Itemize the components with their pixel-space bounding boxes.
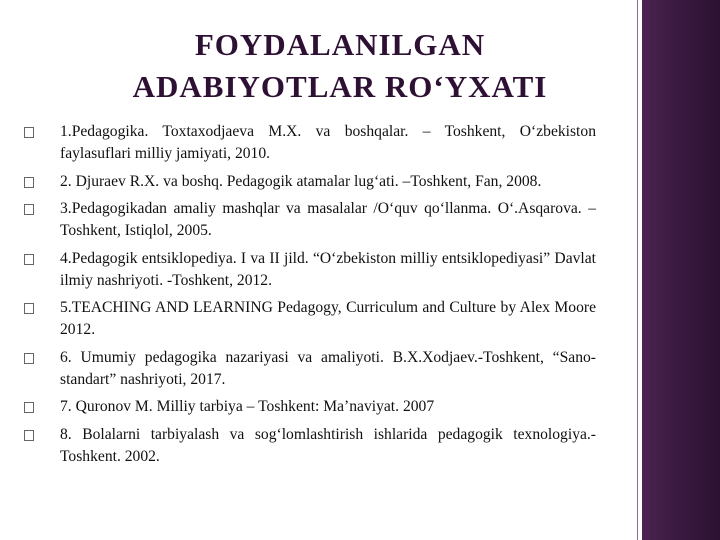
list-item <box>24 198 596 242</box>
list-item <box>24 347 596 391</box>
reference-text: 2. Djuraev R.X. va boshq. Pedagogik atamalar lug‘ati. –Toshkent, Fan, 2008. <box>60 172 542 190</box>
square-bullet-icon <box>24 353 34 364</box>
square-bullet-icon <box>24 430 34 441</box>
reference-text: 4.Pedagogik entsiklopediya. I va II jild. “O‘zbekiston milliy entsiklopediyasi” Davlat ilmiy nashriyoti. -Toshkent, 2012. <box>60 249 596 289</box>
page-title <box>60 24 620 108</box>
reference-text: 1.Pedagogika. Toxtaxodjaeva M.X. va boshqalar. – Toshkent, O‘zbekiston faylasuflari milliy jamiyati, 2010. <box>60 123 596 162</box>
title-line-2: ADABIYOTLAR RO‘YXATI <box>132 69 548 104</box>
list-item <box>24 121 596 165</box>
reference-text: 7. Quronov M. Milliy tarbiya – Toshkent: Ma’naviyat. 2007 <box>60 398 435 415</box>
sidebar-divider <box>637 0 638 540</box>
reference-text: 3.Pedagogikadan amaliy mashqlar va masalalar /O‘quv qo‘llanma. O‘.Asqarova. –Toshkent, Istiqlol, 2005. <box>60 200 596 239</box>
title-line-1: FOYDALANILGAN <box>194 27 486 62</box>
list-item <box>24 396 596 418</box>
square-bullet-icon <box>24 254 34 265</box>
decorative-sidebar <box>642 0 720 540</box>
reference-text: 5.TEACHING AND LEARNING Pedagogy, Curriculum and Culture by Alex Moore 2012. <box>60 299 596 338</box>
list-item <box>24 424 596 468</box>
list-item <box>24 171 596 193</box>
list-item <box>24 297 596 341</box>
square-bullet-icon <box>24 303 34 314</box>
reference-list <box>24 121 596 473</box>
list-item <box>24 248 596 292</box>
square-bullet-icon <box>24 177 34 188</box>
square-bullet-icon <box>24 127 34 138</box>
reference-text: 6. Umumiy pedagogika nazariyasi va amaliyoti. B.X.Xodjaev.-Toshkent, “Sano-standart” nashriyoti, 2017. <box>60 348 596 388</box>
square-bullet-icon <box>24 402 34 413</box>
reference-text: 8. Bolalarni tarbiyalash va sog‘lomlashtirish ishlarida pedagogik texnologiya.-Toshkent. 2002. <box>60 425 596 465</box>
square-bullet-icon <box>24 204 34 215</box>
